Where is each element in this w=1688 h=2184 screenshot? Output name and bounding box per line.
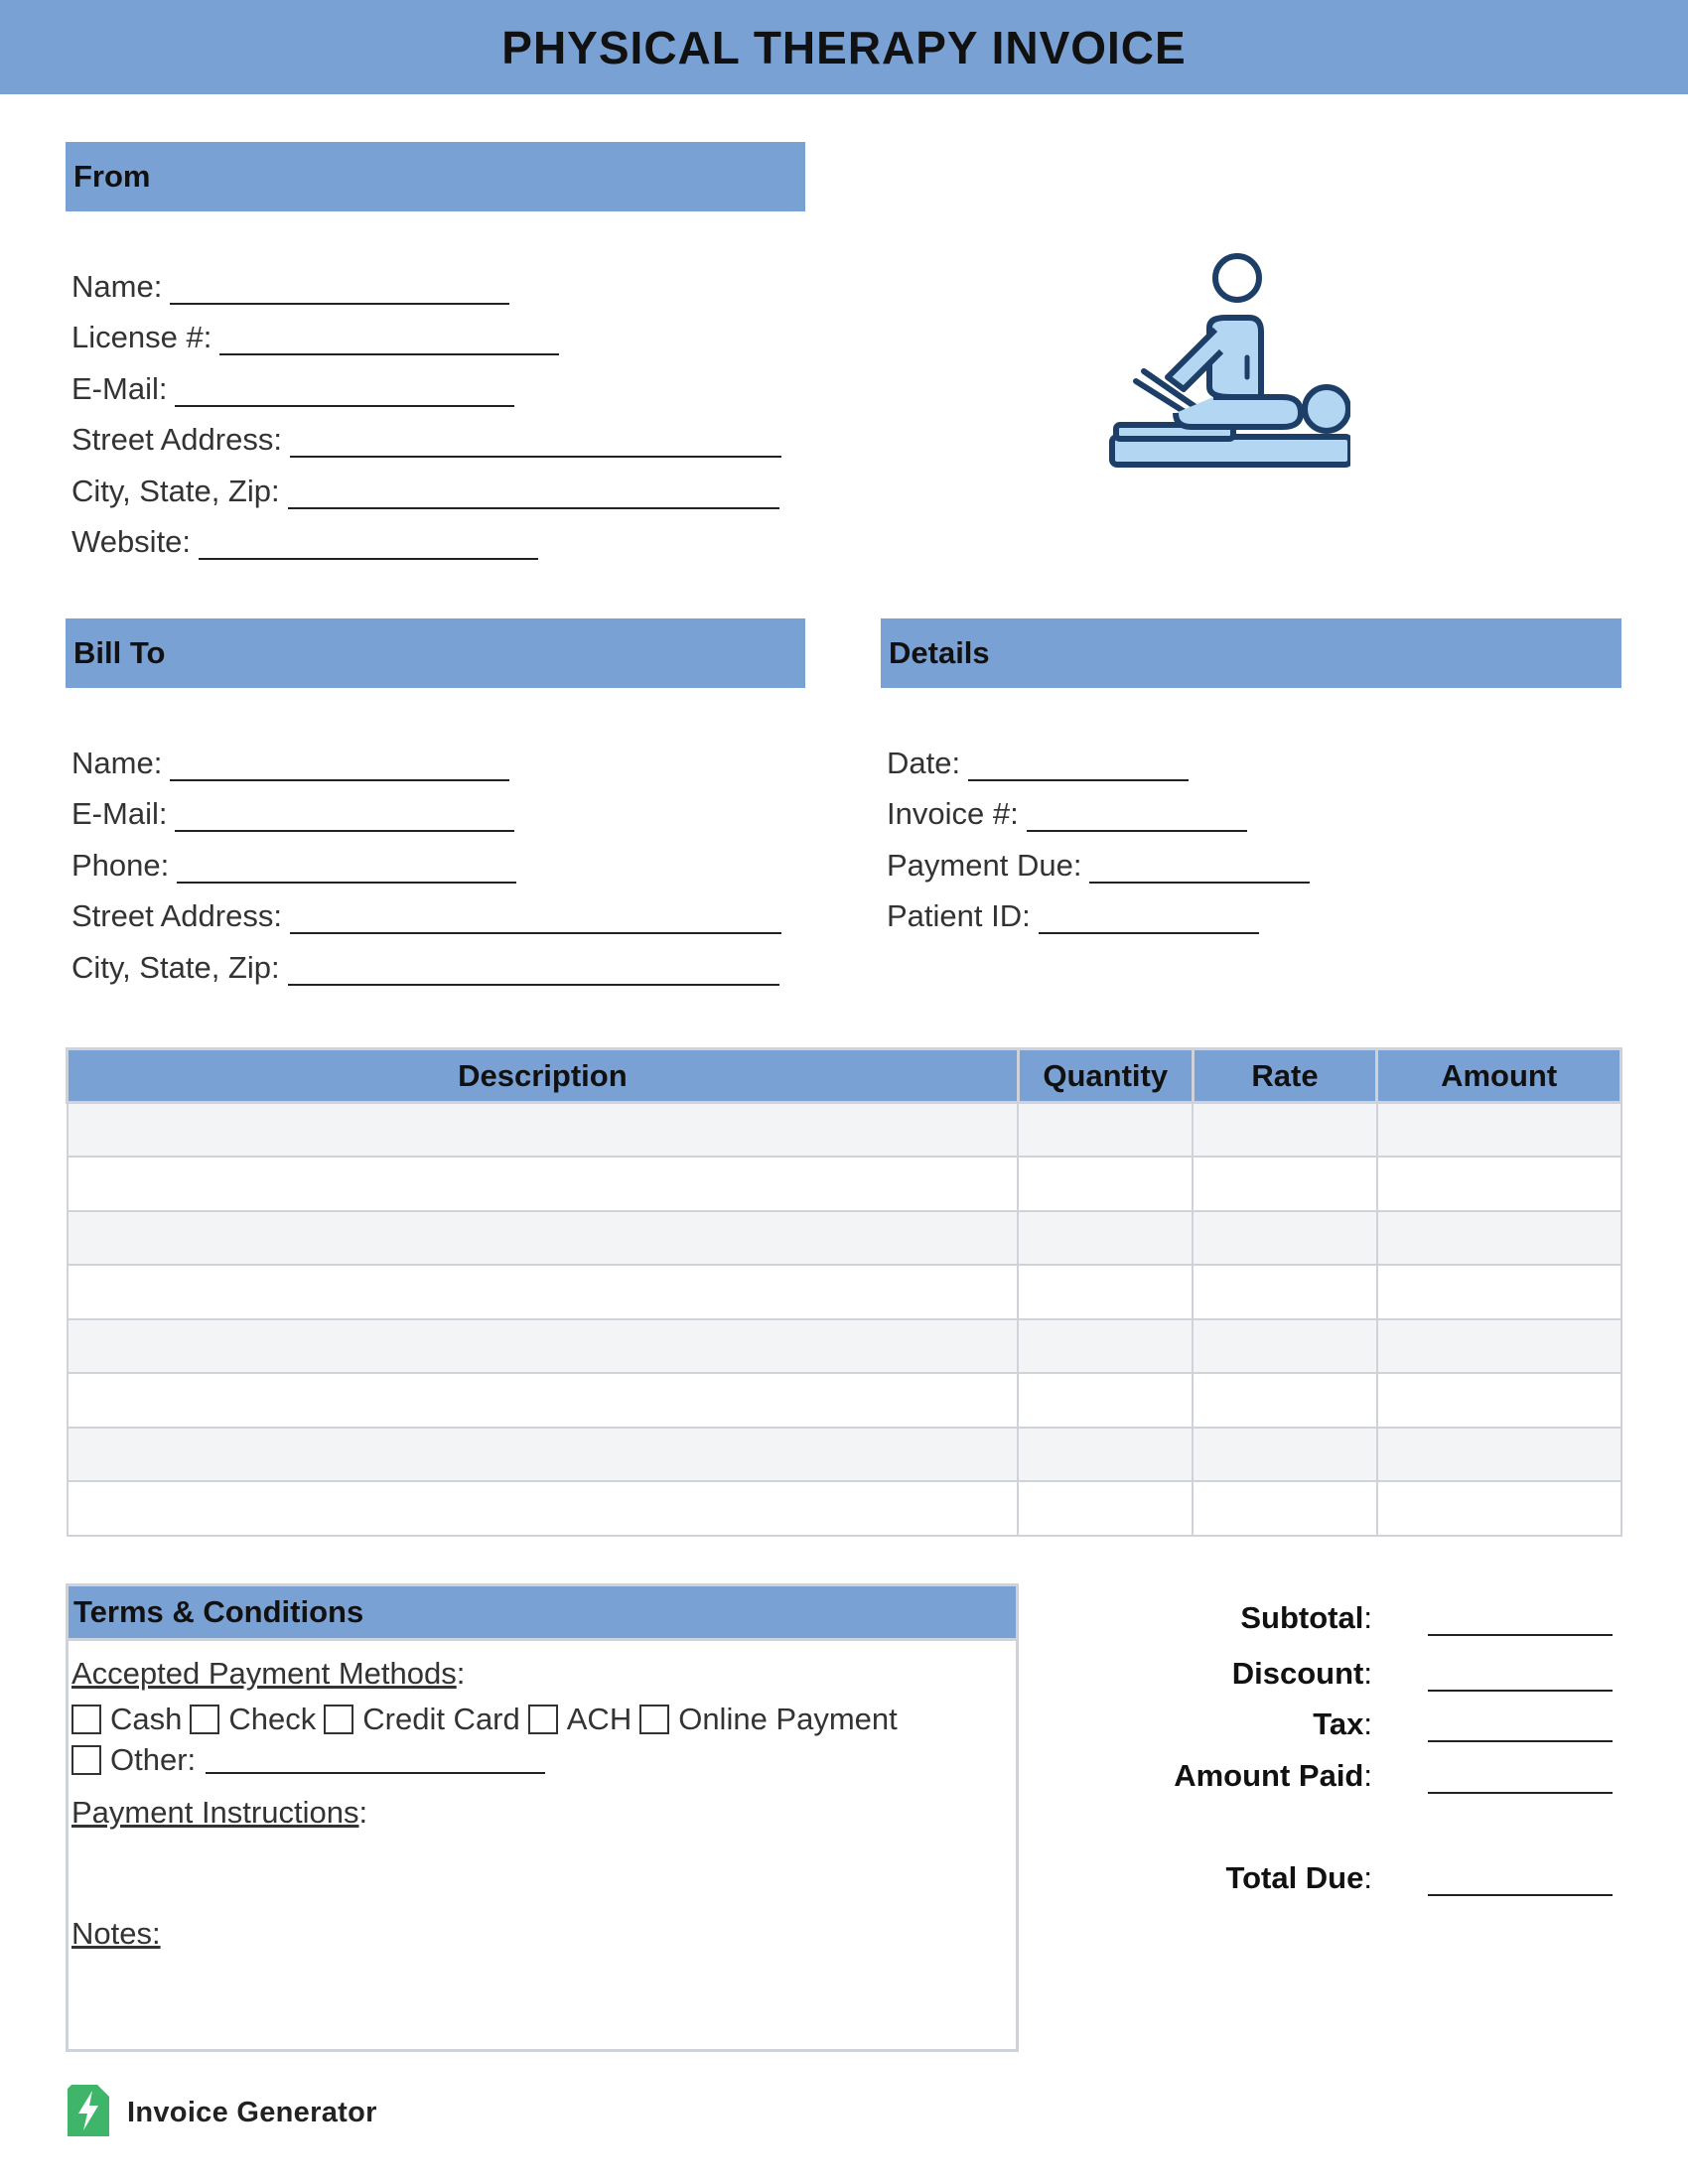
amount-paid-line[interactable] xyxy=(1428,1764,1613,1794)
credit-card-checkbox[interactable] xyxy=(324,1705,353,1734)
details-invoice-line[interactable] xyxy=(1027,802,1247,832)
option-label: Credit Card xyxy=(362,1702,520,1736)
page-title: PHYSICAL THERAPY INVOICE xyxy=(501,21,1187,73)
terms-heading: Terms & Conditions xyxy=(69,1586,1016,1641)
bill-city-field[interactable] xyxy=(71,946,779,986)
from-website-line[interactable] xyxy=(199,530,538,560)
field-label: Street Address: xyxy=(71,898,282,933)
quantity-cell[interactable] xyxy=(1018,1265,1193,1319)
field-label: Payment Due: xyxy=(887,848,1082,883)
total-due-row[interactable] xyxy=(1092,1856,1623,1896)
quantity-cell[interactable] xyxy=(1018,1103,1193,1158)
line-items-table xyxy=(66,1047,1622,1537)
quantity-cell[interactable] xyxy=(1018,1428,1193,1482)
column-header-amount: Amount xyxy=(1377,1049,1621,1103)
amount-paid-row[interactable] xyxy=(1092,1754,1623,1794)
option-ach[interactable] xyxy=(526,1702,632,1737)
physical-therapy-massage-icon xyxy=(1092,248,1350,486)
table-row xyxy=(68,1211,1621,1266)
field-label: Name: xyxy=(71,269,163,304)
field-label: Invoice #: xyxy=(887,796,1019,831)
description-cell[interactable] xyxy=(68,1103,1019,1158)
amount-cell[interactable] xyxy=(1377,1103,1621,1158)
field-label: Street Address: xyxy=(71,422,282,457)
bill-to-heading: Bill To xyxy=(66,618,805,688)
total-due-label: Total Due xyxy=(1225,1860,1364,1895)
field-label: Date: xyxy=(887,746,961,780)
other-option-row[interactable] xyxy=(70,1742,545,1778)
option-label: Check xyxy=(228,1702,317,1736)
amount-cell[interactable] xyxy=(1377,1481,1621,1536)
field-label: City, State, Zip: xyxy=(71,474,280,508)
payment-methods-label-text: Accepted Payment Methods xyxy=(71,1656,457,1691)
description-cell[interactable] xyxy=(68,1157,1019,1211)
quantity-cell[interactable] xyxy=(1018,1211,1193,1266)
bill-phone-field[interactable] xyxy=(71,844,516,884)
bill-city-line[interactable] xyxy=(288,956,779,986)
details-patient-id-field[interactable] xyxy=(887,894,1259,934)
description-cell[interactable] xyxy=(68,1428,1019,1482)
brand-name: Invoice Generator xyxy=(127,2097,377,2128)
totals-label: Subtotal: xyxy=(1240,1600,1372,1635)
field-label: E-Mail: xyxy=(71,796,168,831)
option-credit-card[interactable] xyxy=(322,1702,520,1737)
table-row xyxy=(68,1265,1621,1319)
amount-cell[interactable] xyxy=(1377,1428,1621,1482)
option-label: Online Payment xyxy=(678,1702,898,1736)
subtotal-line[interactable] xyxy=(1428,1606,1613,1636)
payment-options-row xyxy=(70,1702,904,1737)
discount-label: Discount xyxy=(1231,1656,1364,1691)
from-license-field[interactable] xyxy=(71,316,559,355)
amount-cell[interactable] xyxy=(1377,1319,1621,1374)
from-city-field[interactable] xyxy=(71,470,779,509)
subtotal-row[interactable] xyxy=(1092,1596,1623,1636)
details-date-line[interactable] xyxy=(968,751,1189,781)
table-row xyxy=(68,1481,1621,1536)
rate-cell[interactable] xyxy=(1193,1481,1377,1536)
description-cell[interactable] xyxy=(68,1319,1019,1374)
bill-name-field[interactable] xyxy=(71,742,509,781)
rate-cell[interactable] xyxy=(1193,1319,1377,1374)
title-bar xyxy=(0,0,1688,94)
other-line[interactable] xyxy=(206,1746,545,1774)
from-website-field[interactable] xyxy=(71,520,538,560)
bill-email-field[interactable] xyxy=(71,792,514,832)
option-label: ACH xyxy=(566,1702,633,1736)
table-row xyxy=(68,1428,1621,1482)
other-checkbox[interactable] xyxy=(71,1745,101,1775)
table-row xyxy=(68,1103,1621,1158)
from-name-line[interactable] xyxy=(170,275,509,305)
table-row xyxy=(68,1373,1621,1428)
brand-footer[interactable] xyxy=(68,2085,377,2141)
from-email-field[interactable] xyxy=(71,367,514,407)
payment-instructions-label: Payment Instructions: xyxy=(71,1795,368,1830)
from-email-line[interactable] xyxy=(175,377,514,407)
check-checkbox[interactable] xyxy=(190,1705,219,1734)
from-city-line[interactable] xyxy=(288,479,779,509)
totals-label: Total Due: xyxy=(1225,1860,1372,1895)
table-row xyxy=(68,1319,1621,1374)
notes-label: Notes: xyxy=(71,1916,161,1951)
cash-checkbox[interactable] xyxy=(71,1705,101,1734)
description-cell[interactable] xyxy=(68,1481,1019,1536)
discount-line[interactable] xyxy=(1428,1662,1613,1692)
other-label: Other: xyxy=(110,1742,197,1777)
amount-paid-label: Amount Paid xyxy=(1174,1758,1364,1793)
total-due-line[interactable] xyxy=(1428,1866,1613,1896)
field-label: City, State, Zip: xyxy=(71,950,280,985)
quantity-cell[interactable] xyxy=(1018,1157,1193,1211)
tax-line[interactable] xyxy=(1428,1712,1613,1742)
amount-cell[interactable] xyxy=(1377,1265,1621,1319)
option-check[interactable] xyxy=(188,1702,316,1737)
field-label: License #: xyxy=(71,320,212,354)
rate-cell[interactable] xyxy=(1193,1373,1377,1428)
rate-cell[interactable] xyxy=(1193,1157,1377,1211)
amount-cell[interactable] xyxy=(1377,1211,1621,1266)
from-street-field[interactable] xyxy=(71,418,781,458)
bill-email-line[interactable] xyxy=(175,802,514,832)
rate-cell[interactable] xyxy=(1193,1103,1377,1158)
from-street-line[interactable] xyxy=(290,428,781,458)
bill-phone-line[interactable] xyxy=(177,854,516,884)
totals-label: Amount Paid: xyxy=(1174,1758,1372,1793)
table-header-row xyxy=(68,1049,1621,1103)
discount-row[interactable] xyxy=(1092,1652,1623,1692)
amount-cell[interactable] xyxy=(1377,1373,1621,1428)
table-row xyxy=(68,1157,1621,1211)
quantity-cell[interactable] xyxy=(1018,1319,1193,1374)
details-date-field[interactable] xyxy=(887,742,1189,781)
rate-cell[interactable] xyxy=(1193,1265,1377,1319)
bill-street-line[interactable] xyxy=(290,904,781,934)
bill-name-line[interactable] xyxy=(170,751,509,781)
field-label: Website: xyxy=(71,524,192,559)
ach-checkbox[interactable] xyxy=(528,1705,558,1734)
from-heading: From xyxy=(66,142,805,211)
totals-label: Discount: xyxy=(1231,1656,1372,1691)
bill-street-field[interactable] xyxy=(71,894,781,934)
tax-label: Tax xyxy=(1313,1706,1364,1741)
description-cell[interactable] xyxy=(68,1373,1019,1428)
amount-cell[interactable] xyxy=(1377,1157,1621,1211)
column-header-quantity: Quantity xyxy=(1018,1049,1193,1103)
online-payment-checkbox[interactable] xyxy=(639,1705,669,1734)
tax-row[interactable] xyxy=(1092,1703,1623,1742)
field-label: E-Mail: xyxy=(71,371,168,406)
column-header-rate: Rate xyxy=(1193,1049,1377,1103)
description-cell[interactable] xyxy=(68,1211,1019,1266)
details-patient-id-line[interactable] xyxy=(1039,904,1259,934)
details-invoice-field[interactable] xyxy=(887,792,1247,832)
totals-label: Tax: xyxy=(1313,1706,1372,1741)
quantity-cell[interactable] xyxy=(1018,1481,1193,1536)
option-online-payment[interactable] xyxy=(637,1702,898,1737)
payment-instructions-label-text: Payment Instructions xyxy=(71,1795,359,1830)
description-cell[interactable] xyxy=(68,1265,1019,1319)
payment-methods-label: Accepted Payment Methods: xyxy=(71,1656,466,1691)
field-label: Name: xyxy=(71,746,163,780)
field-label: Phone: xyxy=(71,848,170,883)
lightning-bolt-icon xyxy=(68,2085,109,2141)
details-payment-due-line[interactable] xyxy=(1089,854,1310,884)
subtotal-label: Subtotal xyxy=(1240,1600,1364,1635)
option-label: Cash xyxy=(110,1702,183,1736)
from-license-line[interactable] xyxy=(219,326,559,355)
rate-cell[interactable] xyxy=(1193,1428,1377,1482)
option-cash[interactable] xyxy=(70,1702,182,1737)
column-header-description: Description xyxy=(68,1049,1019,1103)
quantity-cell[interactable] xyxy=(1018,1373,1193,1428)
field-label: Patient ID: xyxy=(887,898,1031,933)
details-heading: Details xyxy=(881,618,1621,688)
details-payment-due-field[interactable] xyxy=(887,844,1310,884)
from-name-field[interactable] xyxy=(71,265,509,305)
rate-cell[interactable] xyxy=(1193,1211,1377,1266)
